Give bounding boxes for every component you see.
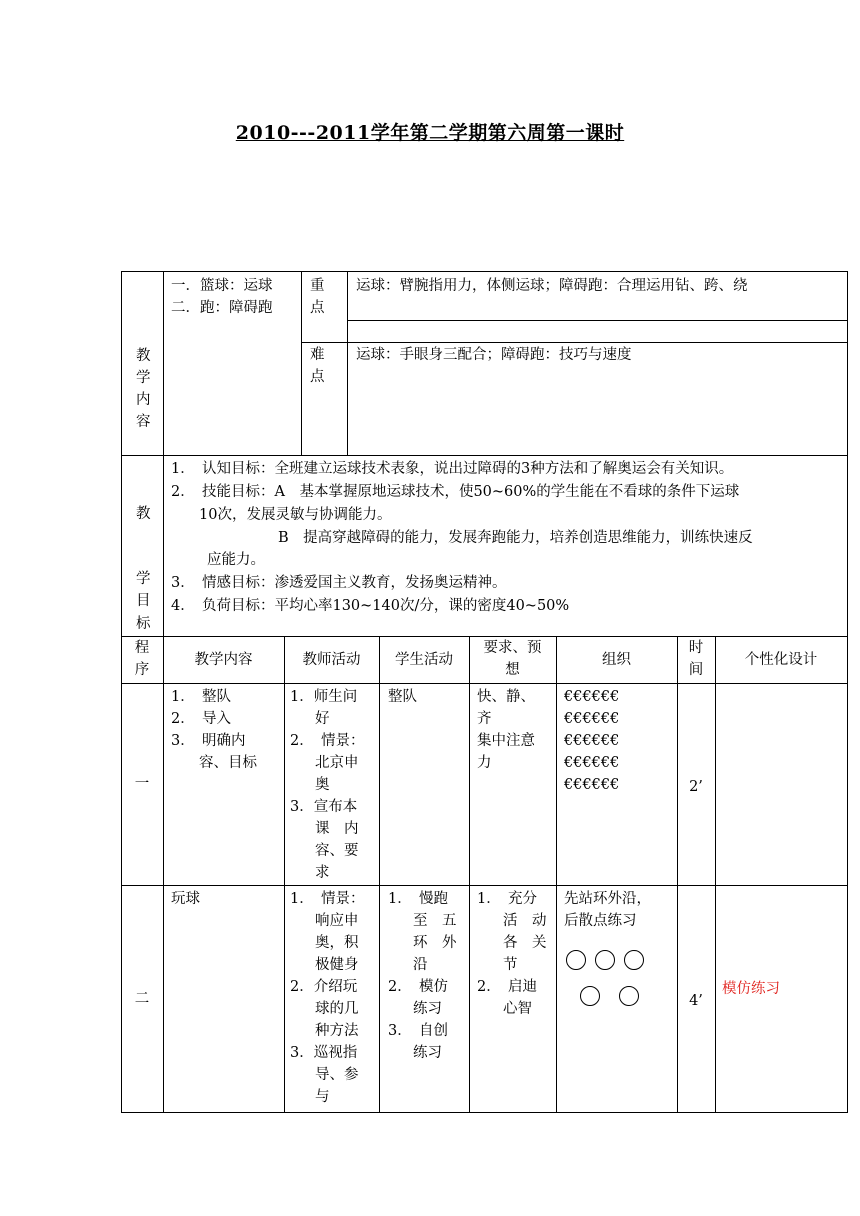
- circle-icon: [619, 986, 639, 1006]
- key-point-text: 运球：臂腕指用力，体侧运球；障碍跑：合理运用钻、跨、绕: [356, 278, 748, 294]
- page-title: 2010---2011学年第二学期第六周第一课时: [235, 122, 625, 144]
- goal-line: 应能力。: [207, 552, 265, 568]
- goal-line: 2． 技能目标：A 基本掌握原地运球技术，使50~60%的学生能在不看球的条件下运球: [171, 484, 740, 500]
- circle-icon: [566, 950, 586, 970]
- design-note: 模仿练习: [722, 981, 780, 997]
- circle-icon: [595, 950, 615, 970]
- goal-line: 3． 情感目标：渗透爱国主义教育，发扬奥运精神。: [171, 575, 507, 591]
- circle-icon: [624, 950, 644, 970]
- circle-icon: [580, 986, 600, 1006]
- goal-line: 1． 认知目标：全班建立运球技术表象，说出过障碍的3种方法和了解奥运会有关知识。: [171, 461, 734, 477]
- goal-line: 4． 负荷目标：平均心率130~140次/分，课的密度40~50%: [171, 598, 570, 614]
- goal-line: 10次，发展灵敏与协调能力。: [199, 507, 392, 523]
- difficulty-text: 运球：手眼身三配合；障碍跑：技巧与速度: [356, 347, 632, 363]
- goal-line: B 提高穿越障碍的能力，发展奔跑能力，培养创造思维能力，训练快速反: [278, 530, 753, 546]
